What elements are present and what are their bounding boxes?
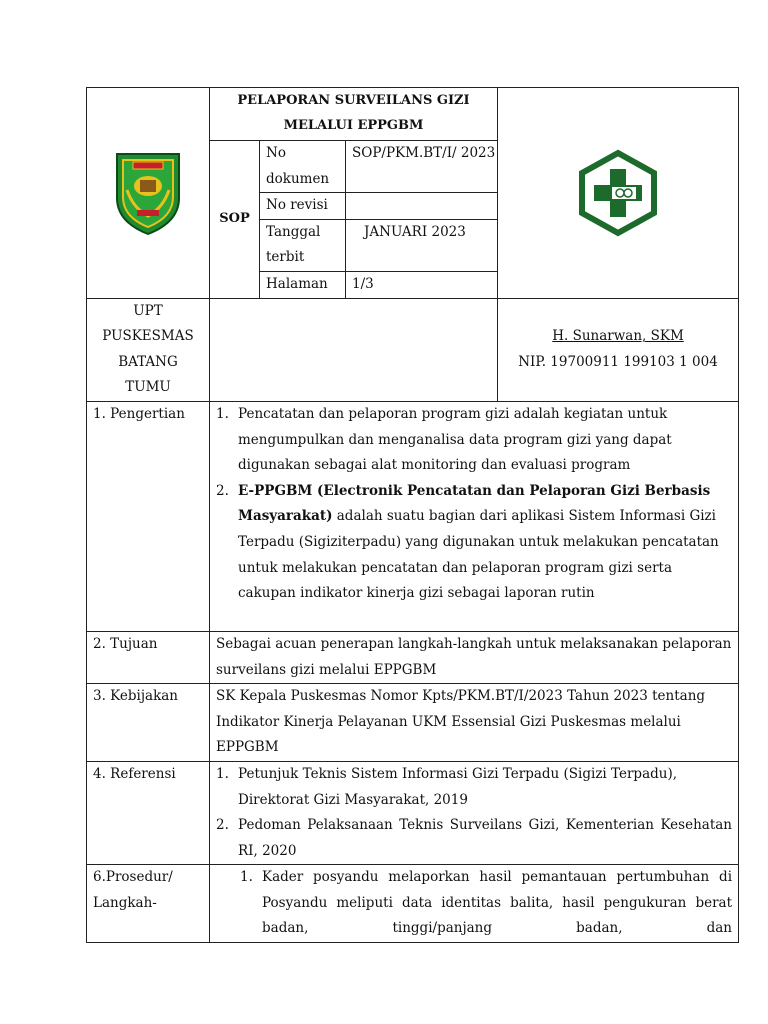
- organization-cell: [87, 298, 210, 401]
- list-item: [216, 813, 732, 864]
- document-title-line2: MELALUI EPPGBM: [283, 118, 424, 133]
- signatory-cell: [498, 298, 739, 401]
- list-item: [216, 479, 732, 607]
- section-content-prosedur: [210, 865, 739, 943]
- list-item: [240, 865, 732, 942]
- list-item: [216, 762, 732, 813]
- section-content-kebijakan: SK Kepala Puskesmas Nomor Kpts/PKM.BT/I/2023 Tahun 2023 tentang Indikator Kinerja Pelayanan UKM Essensial Gizi Puskesmas melalui EPPGBM: [210, 684, 739, 762]
- sop-label: SOP: [210, 141, 260, 299]
- sop-table: [86, 87, 739, 943]
- section-content-referensi: [210, 761, 739, 864]
- left-logo-cell: [87, 88, 210, 299]
- section-content-pengertian: [210, 401, 739, 631]
- document-title-cell: [210, 88, 498, 141]
- sop-document: [86, 87, 738, 943]
- meta-value-tanggal-terbit: JANUARI 2023: [346, 219, 498, 271]
- list-number: 1.: [216, 405, 229, 422]
- document-title-line1: PELAPORAN SURVEILANS GIZI: [237, 93, 470, 108]
- org-line4: TUMU: [125, 379, 171, 396]
- right-logo-cell: [498, 88, 739, 299]
- list-number: 1.: [240, 869, 253, 886]
- section-label-referensi: 4. Referensi: [87, 761, 210, 864]
- list-text: Pencatatan dan pelaporan program gizi adalah kegiatan untuk mengumpulkan dan menganalisa data program gizi yang dapat digunakan sebagai alat monitoring dan evaluasi program: [238, 405, 672, 474]
- prosedur-label-line1: 6.Prosedur/: [93, 869, 173, 886]
- org-line2: PUSKESMAS: [102, 328, 194, 345]
- list-text: Petunjuk Teknis Sistem Informasi Gizi Terpadu (Sigizi Terpadu), Direktorat Gizi Masyarakat, 2019: [238, 765, 678, 808]
- meta-label-tanggal-terbit: Tanggal terbit: [260, 219, 346, 271]
- meta-label-no-dokumen: No dokumen: [260, 141, 346, 193]
- list-number: 2.: [216, 817, 229, 834]
- section-content-tujuan: Sebagai acuan penerapan langkah-langkah untuk melaksanakan pelaporan surveilans gizi melalui EPPGBM: [210, 631, 739, 683]
- signatory-nip: NIP. 19700911 199103 1 004: [518, 353, 718, 370]
- section-label-pengertian: 1. Pengertian: [87, 401, 210, 631]
- org-line3: BATANG: [118, 353, 178, 370]
- section-label-prosedur: [87, 865, 210, 943]
- regional-emblem-icon: [87, 150, 209, 236]
- list-text: adalah suatu bagian dari aplikasi Sistem Informasi Gizi Terpadu (Sigiziterpadu) yang digunakan untuk melakukan pencatatan untuk melakukan pencatatan dan pelaporan program gizi serta cakupan indikator kinerja gizi sebagai laporan rutin: [238, 508, 719, 602]
- meta-value-no-revisi: [346, 193, 498, 220]
- meta-label-no-revisi: No revisi: [260, 193, 346, 220]
- org-line1: UPT: [133, 302, 163, 319]
- blank-cell: [210, 298, 498, 401]
- section-label-kebijakan: 3. Kebijakan: [87, 684, 210, 762]
- list-bold-term: E-PPGBM (Electronik Pencatatan dan Pelaporan Gizi Berbasis Masyarakat): [238, 482, 711, 525]
- list-text: Kader posyandu melaporkan hasil pemantauan pertumbuhan di Posyandu meliputi data identitas balita, hasil pengukuran berat badan, tinggi/panjang badan, dan: [262, 869, 733, 937]
- meta-value-no-dokumen: SOP/PKM.BT/I/ 2023: [346, 141, 498, 193]
- meta-value-halaman: 1/3: [346, 271, 498, 298]
- signatory-name: H. Sunarwan, SKM: [552, 328, 684, 345]
- list-number: 2.: [216, 482, 229, 499]
- section-label-tujuan: 2. Tujuan: [87, 631, 210, 683]
- list-number: 1.: [216, 765, 229, 782]
- meta-label-halaman: Halaman: [260, 271, 346, 298]
- list-text: Pedoman Pelaksanaan Teknis Surveilans Gizi, Kementerian Kesehatan RI, 2020: [238, 817, 733, 859]
- list-item: [216, 402, 732, 479]
- prosedur-label-line2: Langkah-: [93, 894, 157, 911]
- puskesmas-cross-logo-icon: [498, 149, 738, 237]
